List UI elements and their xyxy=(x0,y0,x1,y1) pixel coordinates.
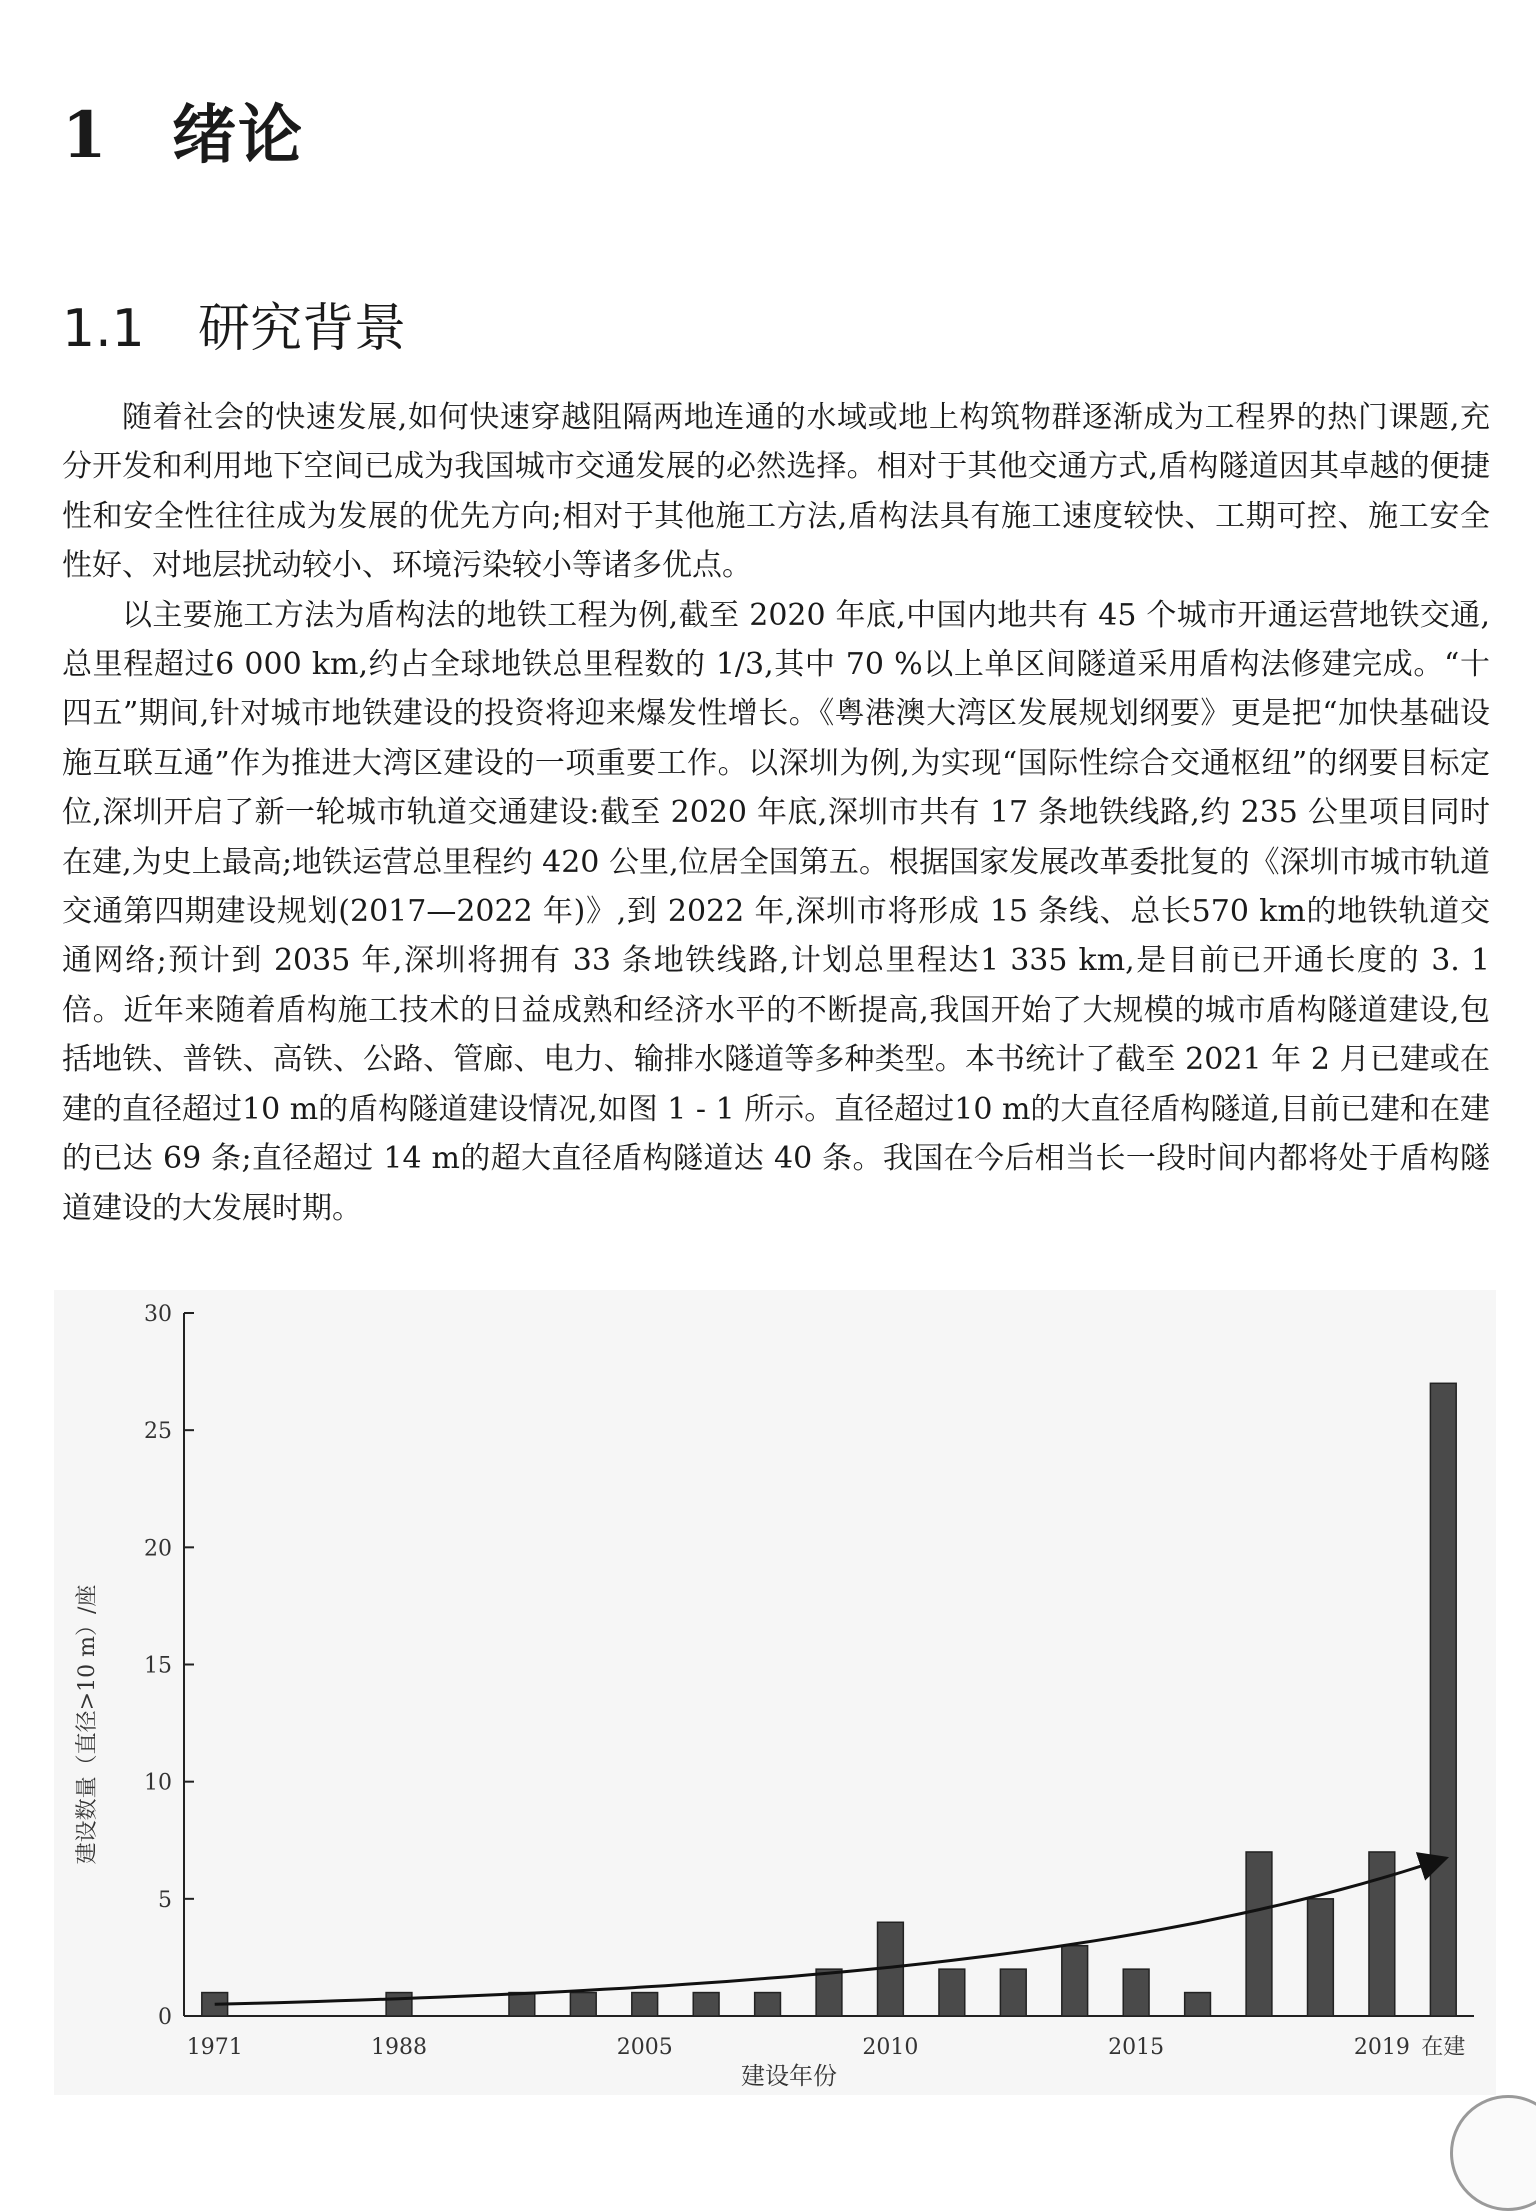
y-axis-label: 建设数量（直径>10 m）/座 xyxy=(75,1584,100,1865)
bar xyxy=(386,1993,412,2016)
section-number: 1.1 xyxy=(62,299,145,359)
bar xyxy=(1062,1946,1088,2016)
x-tick-label: 2019 xyxy=(1353,2035,1410,2060)
bar xyxy=(1000,1969,1026,2016)
bar xyxy=(1185,1993,1211,2016)
figure-1-1 xyxy=(54,1290,1496,2095)
y-tick-label: 30 xyxy=(144,1302,172,1327)
y-tick-label: 15 xyxy=(144,1653,172,1679)
y-tick-label: 5 xyxy=(158,1887,172,1913)
section-title xyxy=(62,286,406,361)
x-tick-label: 1971 xyxy=(186,2035,243,2060)
bar xyxy=(1123,1969,1149,2016)
paragraph-2: 以主要施工方法为盾构法的地铁工程为例,截至 2020 年底,中国内地共有 45 个城市开通运营地铁交通,总里程超过6 000 km,约占全球地铁总里程数的 1/3,其中 70 %以上单区间隧道采用盾构法修建完成。“十四五”期间,针对城市地铁建设的投资将迎来爆发性增长。《粤港澳大湾区发展规划纲要》更是把“加快基础设施互联互通”作为推进大湾区建设的一项重要工作。以深圳为例,为实现“国际性综合交通枢纽”的纲要目标定位,深圳开启了新一轮城市轨道交通建设:截至 2020 年底,深圳市共有 17 条地铁线路,约 235 公里项目同时在建,为史上最高;地铁运营总里程约 420 公里,位居全国第五。根据国家发展改革委批复的《深圳市城市轨道交通第四期建设规划(2017—2022 年)》,到 2022 年,深圳市将形成 15 条线、总长570 km的地铁轨道交通网络;预计到 2035 年,深圳将拥有 33 条地铁线路,计划总里程达1 335 km,是目前已开通长度的 3. 1 倍。近年来随着盾构施工技术的日益成熟和经济水平的不断提高,我国开始了大规模的城市盾构隧道建设,包括地铁、普铁、高铁、公路、管廊、电力、输排水隧道等多种类型。本书统计了截至 2021 年 2 月已建或在建的直径超过10 m的盾构隧道建设情况,如图 1 - 1 所示。直径超过10 m的大直径盾构隧道,目前已建和在建的已达 69 条;直径超过 14 m的超大直径盾构隧道达 40 条。我国在今后相当长一段时间内都将处于盾构隧道建设的大发展时期。 xyxy=(62,597,1490,1226)
bar xyxy=(1246,1852,1272,2016)
x-tick-label: 2015 xyxy=(1108,2035,1165,2060)
section-title-text: 研究背景 xyxy=(198,299,407,359)
bar-chart xyxy=(54,1290,1496,2095)
page-curl-decoration xyxy=(1450,2095,1536,2211)
bar xyxy=(939,1969,965,2016)
y-tick-label: 0 xyxy=(158,2005,172,2030)
bar xyxy=(632,1993,658,2016)
body-text xyxy=(62,393,1490,1233)
chapter-title-text: 绪论 xyxy=(172,98,304,173)
paragraph-1: 随着社会的快速发展,如何快速穿越阻隔两地连通的水域或地上构筑物群逐渐成为工程界的热门课题,充分开发和利用地下空间已成为我国城市交通发展的必然选择。相对于其他交通方式,盾构隧道因其卓越的便捷性和安全性往往成为发展的优先方向;相对于其他施工方法,盾构法具有施工速度较快、工期可控、施工安全性好、对地层扰动较小、环境污染较小等诸多优点。 xyxy=(62,400,1490,584)
y-tick-label: 20 xyxy=(144,1536,172,1562)
chapter-title xyxy=(62,84,304,176)
y-tick-label: 10 xyxy=(144,1770,172,1796)
x-tick-label: 2010 xyxy=(862,2035,919,2060)
bar xyxy=(1308,1899,1334,2016)
x-tick-label: 1988 xyxy=(371,2035,427,2060)
x-tick-label: 在建 xyxy=(1421,2035,1466,2060)
y-tick-label: 25 xyxy=(144,1419,172,1445)
chapter-number: 1 xyxy=(62,98,109,173)
bar xyxy=(755,1993,781,2016)
bar xyxy=(1430,1383,1456,2016)
bar xyxy=(693,1993,719,2016)
bar xyxy=(816,1969,842,2016)
bar xyxy=(509,1993,535,2016)
bar xyxy=(570,1993,596,2016)
x-axis-label: 建设年份 xyxy=(741,2062,837,2090)
x-tick-label: 2005 xyxy=(616,2035,673,2060)
